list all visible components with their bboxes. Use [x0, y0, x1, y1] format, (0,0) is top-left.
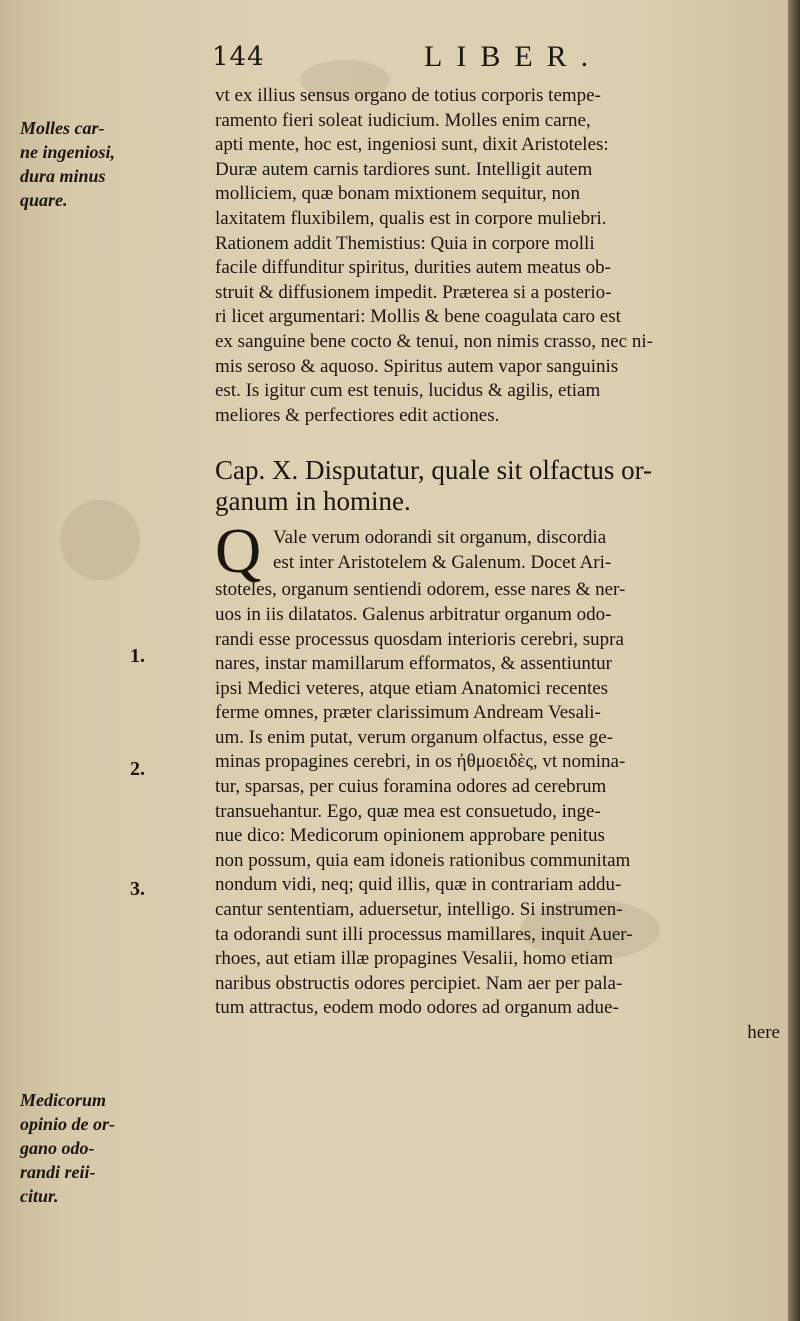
margin-note-line: ne ingeniosi,: [20, 142, 116, 162]
margin-note-line: opinio de or-: [20, 1114, 116, 1134]
text-line: struit & diffusionem impedit. Præterea si a posterio-: [215, 281, 612, 303]
text-line: est. Is igitur cum est tenuis, lucidus & agilis, etiam: [215, 380, 601, 402]
text-line: est inter Aristotelem & Galenum. Docet Ari-: [273, 551, 612, 573]
drop-cap: Q: [215, 515, 262, 587]
text-line: non possum, quia eam idoneis rationibus communitam: [215, 849, 631, 871]
margin-note-line: Medicorum: [20, 1090, 107, 1110]
text-line: ex sanguine bene cocto & tenui, non nimis crasso, nec ni-: [215, 330, 653, 352]
margin-number-3: 3.: [130, 878, 145, 900]
text-line: ri licet argumentari: Mollis & bene coagulata caro est: [215, 306, 621, 328]
margin-note-line: gano odo-: [20, 1138, 95, 1158]
margin-number-1: 1.: [130, 645, 145, 667]
text-line: um. Is enim putat, verum organum olfactus, esse ge-: [215, 726, 614, 748]
text-line: rhoes, aut etiam illæ propagines Vesalii, homo etiam: [215, 948, 614, 970]
margin-note-2: [20, 1088, 220, 1208]
text-line: laxitatem fluxibilem, qualis est in corpore muliebri.: [215, 207, 607, 229]
text-line: Vale verum odorandi sit organum, discordia: [273, 527, 607, 549]
text-line: minas propagines cerebri, in os ἠθμοειδὲς, vt nomina-: [215, 751, 626, 773]
page-header: [212, 42, 772, 82]
page-number: 144: [212, 42, 265, 72]
text-line: tum attractus, eodem modo odores ad organum adue-: [215, 997, 619, 1019]
margin-note-line: dura minus: [20, 166, 106, 186]
text-line: tur, sparsas, per cuius foramina odores ad cerebrum: [215, 776, 607, 798]
text-line: Rationem addit Themistius: Quia in corpore molli: [215, 232, 595, 254]
catchword: here: [747, 1022, 780, 1043]
text-line: Duræ autem carnis tardiores sunt. Intelligit autem: [215, 158, 593, 180]
chapter-heading-cont: ganum in homine.: [215, 486, 411, 517]
text-line: uos in iis dilatatos. Galenus arbitratur organum odo-: [215, 603, 612, 625]
text-line: ferme omnes, præter clarissimum Andream Vesali-: [215, 702, 601, 724]
text-line: vt ex illius sensus organo de totius corporis tempe-: [215, 85, 601, 106]
text-line: molliciem, quæ bonam mixtionem sequitur, non: [215, 183, 580, 205]
text-line: cantur sententiam, aduersetur, intelligo. Si instrumen-: [215, 899, 623, 921]
running-head: LIBER.: [424, 40, 603, 73]
text-line: nondum vidi, neq; quid illis, quæ in contrariam addu-: [215, 874, 622, 896]
body-text: [215, 84, 780, 1046]
paragraph-2: [215, 515, 780, 1045]
text-line: facile diffunditur spiritus, durities autem meatus ob-: [215, 257, 611, 279]
text-line: stoteles, organum sentiendi odorem, esse nares & ner-: [215, 579, 626, 601]
margin-note-line: Molles car-: [20, 118, 105, 138]
margin-note-line: quare.: [20, 190, 68, 210]
margin-note-line: citur.: [20, 1186, 59, 1206]
text-line: meliores & perfectiores edit actiones.: [215, 404, 500, 426]
text-line: randi esse processus quosdam interioris cerebri, supra: [215, 628, 624, 650]
text-line: ramento fieri soleat iudicium. Molles enim carne,: [215, 109, 591, 131]
text-line: transuehantur. Ego, quæ mea est consuetudo, inge-: [215, 800, 601, 822]
chapter-heading: Cap. X. Disputatur, quale sit olfactus or-: [215, 455, 653, 486]
text-line: naribus obstructis odores percipiet. Nam aer per pala-: [215, 972, 623, 994]
page-edge: [788, 0, 800, 1321]
text-line: nue dico: Medicorum opinionem approbare penitus: [215, 825, 605, 847]
margin-note-1: [20, 116, 210, 212]
text-line: mis seroso & aquoso. Spiritus autem vapor sanguinis: [215, 355, 619, 377]
margin-number-2: 2.: [130, 758, 145, 780]
text-line: ta odorandi sunt illi processus mamillares, inquit Auer-: [215, 923, 633, 945]
margin-note-line: randi reii-: [20, 1162, 96, 1182]
text-line: nares, instar mamillarum efformatos, & assentiuntur: [215, 653, 612, 675]
text-line: ipsi Medici veteres, atque etiam Anatomici recentes: [215, 677, 609, 699]
paragraph-1: [215, 84, 780, 428]
text-line: apti mente, hoc est, ingeniosi sunt, dixit Aristoteles:: [215, 134, 609, 156]
